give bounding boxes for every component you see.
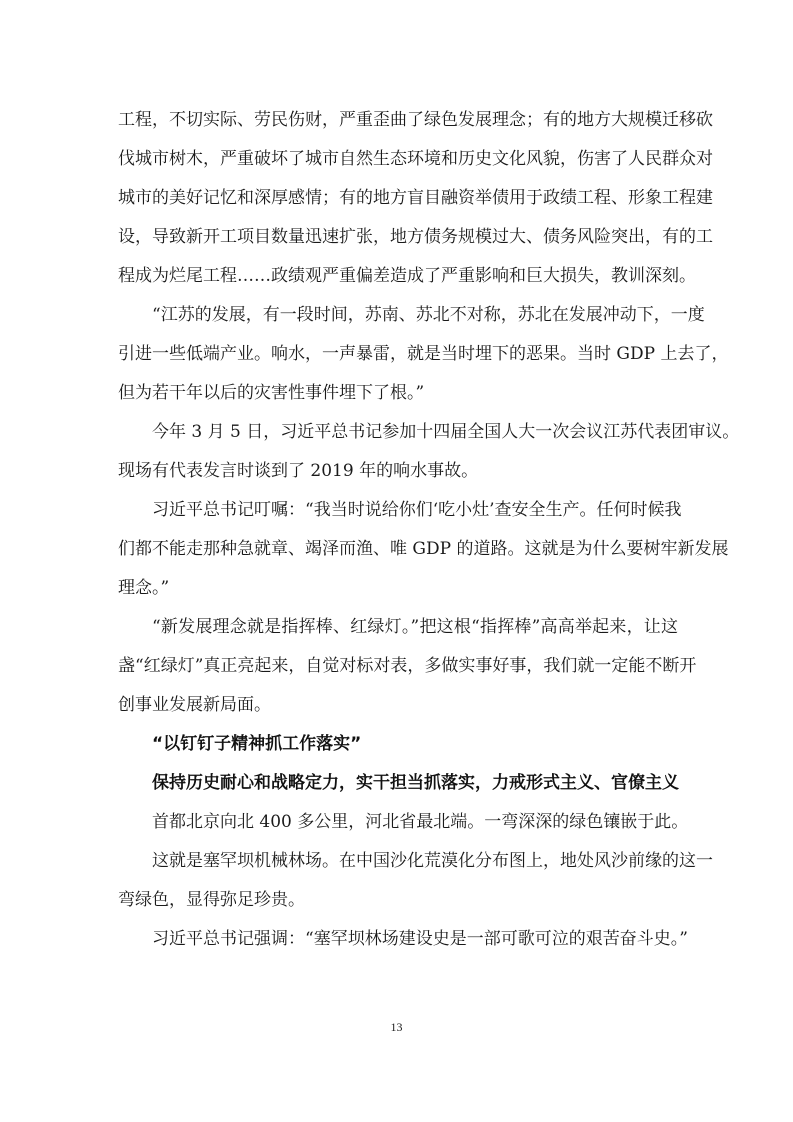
section-title: “以钉钉子精神抓工作落实” [152,734,362,754]
paragraph-line: 们都不能走那种急就章、竭泽而渔、唯 GDP 的道路。这就是为什么要树牢新发展 [118,539,729,559]
paragraph-line: 今年 3 月 5 日，习近平总书记参加十四届全国人大一次会议江苏代表团审议。 [152,422,740,442]
paragraph-line: 城市的美好记忆和深厚感情；有的地方盲目融资举债用于政绩工程、形象工程建 [118,188,713,208]
paragraph-line: 设，导致新开工项目数量迅速扩张，地方债务规模过大、债务风险突出，有的工 [118,227,713,247]
paragraph-line: 但为若干年以后的灾害性事件埋下了根。” [118,383,425,403]
section-subtitle: 保持历史耐心和战略定力，实干担当抓落实，力戒形式主义、官僚主义 [152,773,679,793]
paragraph-line: 工程，不切实际、劳民伤财，严重歪曲了绿色发展理念；有的地方大规模迁移砍 [118,110,713,130]
paragraph-line: 程成为烂尾工程……政绩观严重偏差造成了严重影响和巨大损失，教训深刻。 [118,266,696,286]
paragraph-line: “江苏的发展，有一段时间，苏南、苏北不对称，苏北在发展冲动下，一度 [152,305,705,325]
paragraph-line: 首都北京向北 400 多公里，河北省最北端。一弯深深的绿色镶嵌于此。 [152,812,689,832]
paragraph-line: 习近平总书记强调：“塞罕坝林场建设史是一部可歌可泣的艰苦奋斗史。” [152,929,688,949]
paragraph-line: 习近平总书记叮嘱：“我当时说给你们‘吃小灶’查安全生产。任何时候我 [152,500,682,520]
page-number: 13 [390,1020,403,1034]
paragraph-line: 这就是塞罕坝机械林场。在中国沙化荒漠化分布图上，地处风沙前缘的这一 [152,851,713,871]
paragraph-line: “新发展理念就是指挥棒、红绿灯。”把这根“指挥棒”高高举起来，让这 [152,617,678,637]
paragraph-line: 弯绿色，显得弥足珍贵。 [118,890,305,910]
paragraph-line: 伐城市树木，严重破坏了城市自然生态环境和历史文化风貌，伤害了人民群众对 [118,149,713,169]
paragraph-line: 创事业发展新局面。 [118,695,271,715]
paragraph-line: 盏“红绿灯”真正亮起来，自觉对标对表，多做实事好事，我们就一定能不断开 [118,656,697,676]
paragraph-line: 引进一些低端产业。响水，一声暴雷，就是当时埋下的恶果。当时 GDP 上去了， [118,344,729,364]
paragraph-line: 现场有代表发言时谈到了 2019 年的响水事故。 [118,461,479,481]
paragraph-line: 理念。” [118,578,170,598]
